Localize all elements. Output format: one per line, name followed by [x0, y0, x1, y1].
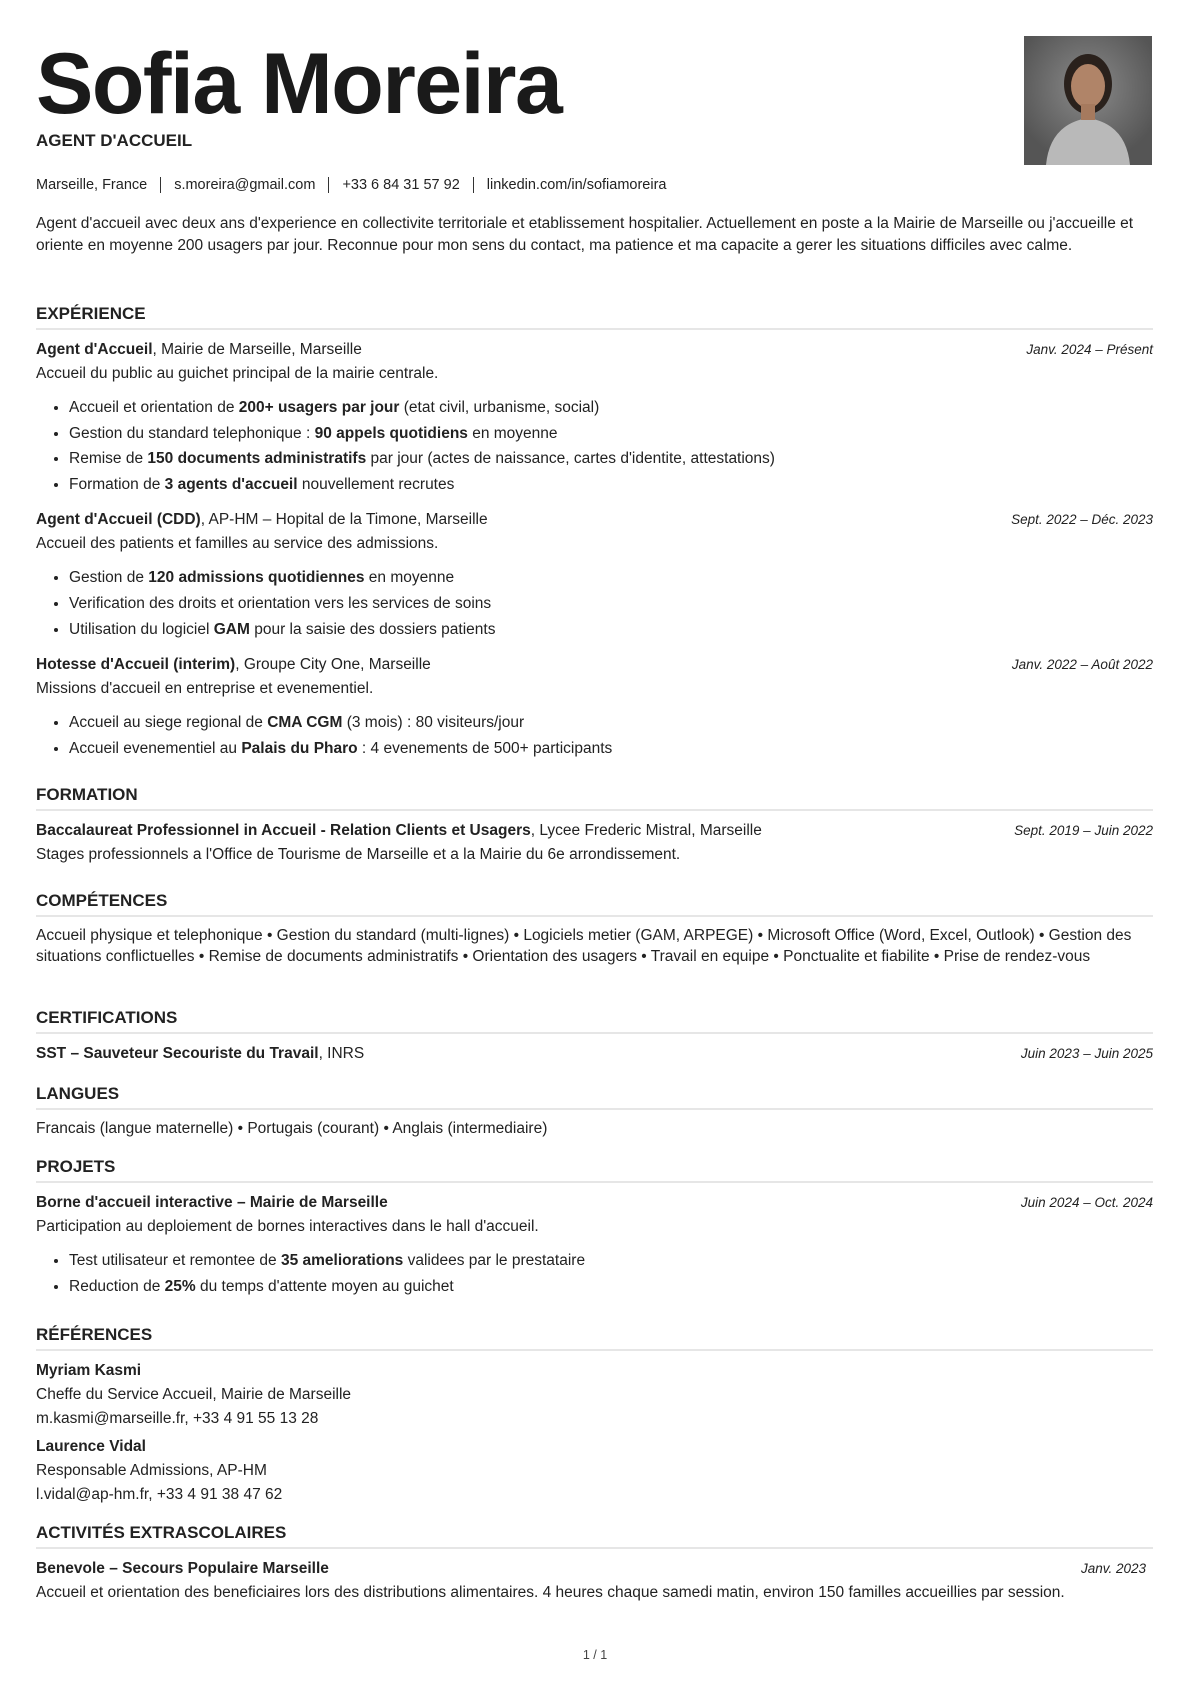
- bullet-text: : 4 evenements de 500+ participants: [357, 739, 613, 757]
- degree: Baccalaureat Professionnel in Accueil - Relation Clients et Usagers: [36, 822, 531, 839]
- highlight: 25%: [164, 1277, 196, 1295]
- separator: [328, 177, 329, 193]
- job-desc: Missions d'accueil en entreprise et evenementiel.: [36, 680, 374, 698]
- reference-contact: l.vidal@ap-hm.fr, +33 4 91 38 47 62: [36, 1486, 283, 1503]
- phone: +33 6 84 31 57 92: [342, 177, 460, 193]
- job-header: [36, 508, 1153, 532]
- separator: [160, 177, 161, 193]
- date: Janv. 2024 – Présent: [1026, 342, 1153, 357]
- section-heading: ACTIVITÉS EXTRASCOLAIRES: [36, 1522, 1153, 1549]
- reference-contact: m.kasmi@marseille.fr, +33 4 91 55 13 28: [36, 1410, 319, 1427]
- job-title: AGENT D'ACCUEIL: [36, 131, 193, 150]
- job-desc: Accueil du public au guichet principal de la mairie centrale.: [36, 365, 439, 382]
- bullet-item: [69, 446, 1153, 472]
- candidate-name: Sofia Moreira: [36, 36, 562, 132]
- school: , Lycee Frederic Mistral, Marseille: [530, 822, 762, 839]
- activity-entry: [36, 1557, 1153, 1581]
- job-entry: [36, 338, 1153, 497]
- activity-name: Benevole – Secours Populaire Marseille: [36, 1560, 329, 1577]
- job-role: Hotesse d'Accueil (interim): [36, 656, 236, 674]
- bullet-text: (etat civil, urbanisme, social): [399, 399, 600, 416]
- section-heading: COMPÉTENCES: [36, 890, 1153, 917]
- reference-role: Responsable Admissions, AP-HM: [36, 1462, 267, 1479]
- bullet-text: Verification des droits et orientation vers les services de soins: [69, 594, 492, 612]
- bullet-item: [69, 617, 1153, 643]
- job-role: Agent d'Accueil: [36, 341, 153, 358]
- highlight: 150 documents administratifs: [147, 450, 367, 468]
- reference: [36, 1435, 1153, 1507]
- reference-role: Cheffe du Service Accueil, Mairie de Marseille: [36, 1386, 352, 1403]
- date: Sept. 2022 – Déc. 2023: [1011, 512, 1153, 528]
- reference: [36, 1359, 1153, 1431]
- job-title-org: [36, 653, 431, 677]
- date: Juin 2024 – Oct. 2024: [1020, 1195, 1153, 1210]
- job-desc: Accueil des patients et familles au service des admissions.: [36, 535, 439, 553]
- certifications-section: [36, 1007, 1153, 1066]
- job-bullets: [36, 565, 1153, 642]
- highlight: GAM: [213, 620, 250, 638]
- bullet-text: du temps d'attente moyen au guichet: [195, 1277, 454, 1295]
- job-bullets: [36, 710, 1153, 761]
- page-number: 1 / 1: [582, 1648, 608, 1662]
- summary: Agent d'accueil avec deux ans d'experience en collectivite territoriale et etablissement hospitalier. Actuellement en poste a la Mairie de Marseille ou j'accueille et oriente en moyenne 200 usagers par jour. Reconnue pour mon sens du contact, ma patience et ma capacite a gerer les situations difficiles avec calme.: [36, 215, 1134, 254]
- separator: [473, 177, 474, 193]
- bullet-text: Accueil au siege regional de: [69, 714, 268, 732]
- projects-section: [36, 1156, 1153, 1299]
- section-heading: FORMATION: [36, 784, 1153, 811]
- project-entry: [36, 1191, 1153, 1215]
- bullet-text: pour la saisie des dossiers patients: [249, 620, 496, 638]
- linkedin-link[interactable]: linkedin.com/in/sofiamoreira: [486, 177, 667, 193]
- bullet-text: Accueil et orientation de: [69, 399, 239, 416]
- project-name: Borne d'accueil interactive – Mairie de Marseille: [36, 1194, 388, 1211]
- experience-section: [36, 303, 1153, 761]
- job-entry: [36, 653, 1153, 761]
- email-link[interactable]: s.moreira@gmail.com: [174, 177, 316, 193]
- bullet-item: [69, 736, 1153, 762]
- bullet-text: Test utilisateur et remontee de: [69, 1252, 281, 1269]
- highlight: 90 appels quotidiens: [314, 424, 468, 442]
- job-title-org: [36, 508, 488, 532]
- bullet-item: [69, 1248, 1153, 1274]
- certification-entry: [36, 1042, 1153, 1066]
- bullet-item: [69, 1274, 1153, 1300]
- bullet-text: Accueil evenementiel au: [69, 739, 242, 757]
- reference-name: Myriam Kasmi: [36, 1362, 142, 1379]
- bullet-text: Remise de: [69, 450, 148, 468]
- highlight: 3 agents d'accueil: [164, 475, 298, 493]
- date: Sept. 2019 – Juin 2022: [1014, 823, 1153, 838]
- bullet-text: nouvellement recrutes: [297, 475, 455, 493]
- bullet-text: en moyenne: [467, 424, 558, 442]
- job-header: [36, 653, 1153, 677]
- bullet-item: [69, 591, 1153, 617]
- bullet-item: [69, 421, 1153, 447]
- education-entry: [36, 819, 1153, 843]
- location: Marseille, France: [36, 177, 148, 193]
- bullet-text: Gestion du standard telephonique :: [69, 424, 315, 442]
- date: Juin 2023 – Juin 2025: [1020, 1046, 1153, 1061]
- section-heading: RÉFÉRENCES: [36, 1324, 1153, 1351]
- job-entry: [36, 508, 1153, 642]
- issuer: , INRS: [318, 1045, 365, 1062]
- bullet-text: Reduction de: [69, 1277, 165, 1295]
- education-desc: Stages professionnels a l'Office de Tourisme de Marseille et a la Mairie du 6e arrondissement.: [36, 846, 681, 863]
- certification-name: SST – Sauveteur Secouriste du Travail: [36, 1045, 319, 1062]
- highlight: 35 ameliorations: [280, 1252, 404, 1269]
- job-title-org: [36, 338, 362, 362]
- bullet-text: Utilisation du logiciel: [69, 620, 214, 638]
- references-section: [36, 1324, 1153, 1507]
- bullet-text: Formation de: [69, 475, 165, 493]
- formation-section: [36, 784, 1153, 867]
- project-desc: Participation au deploiement de bornes interactives dans le hall d'accueil.: [36, 1218, 539, 1235]
- job-org: , Groupe City One, Marseille: [235, 656, 431, 674]
- activity-desc: Accueil et orientation des beneficiaires lors des distributions alimentaires. 4 heures chaque samedi matin, environ 150 familles accueillies par session.: [36, 1584, 1065, 1601]
- languages-section: [36, 1083, 1153, 1141]
- highlight: 200+ usagers par jour: [238, 399, 400, 416]
- bullet-text: (3 mois) : 80 visiteurs/jour: [342, 714, 525, 732]
- contact-line: [36, 175, 1153, 195]
- date: Janv. 2023: [1080, 1561, 1146, 1576]
- bullet-item: [69, 710, 1153, 736]
- date: Janv. 2022 – Août 2022: [1011, 657, 1153, 673]
- job-header: [36, 338, 1153, 362]
- activities-section: [36, 1522, 1153, 1605]
- portrait-image: [1024, 36, 1152, 165]
- skills-section: [36, 890, 1153, 967]
- bullet-item: [69, 565, 1153, 591]
- profile-photo: [1024, 36, 1152, 165]
- job-org: , Mairie de Marseille, Marseille: [152, 341, 362, 358]
- section-heading: LANGUES: [36, 1083, 1153, 1110]
- job-bullets: [36, 395, 1153, 497]
- bullet-text: par jour (actes de naissance, cartes d'identite, attestations): [366, 450, 775, 468]
- project-bullets: [36, 1248, 1153, 1299]
- job-org: , AP-HM – Hopital de la Timone, Marseille: [200, 511, 488, 529]
- section-heading: PROJETS: [36, 1156, 1153, 1183]
- job-role: Agent d'Accueil (CDD): [36, 511, 201, 529]
- highlight: CMA CGM: [267, 714, 343, 732]
- reference-name: Laurence Vidal: [36, 1438, 146, 1455]
- bullet-item: [69, 472, 1153, 498]
- highlight: 120 admissions quotidiennes: [148, 569, 365, 587]
- highlight: Palais du Pharo: [241, 739, 358, 757]
- bullet-text: validees par le prestataire: [403, 1252, 586, 1269]
- bullet-text: Gestion de: [69, 569, 149, 587]
- skills-list: Accueil physique et telephonique • Gestion du standard (multi-lignes) • Logiciels metier (GAM, ARPEGE) • Microsoft Office (Word, Excel, Outlook) • Gestion des situations conflictuelles • Remise de documents administratifs • Orientation des usagers • Travail en equipe • Ponctualite et fiabilite • Prise de rendez-vous: [36, 927, 1132, 965]
- section-heading: CERTIFICATIONS: [36, 1007, 1153, 1034]
- bullet-item: [69, 395, 1153, 421]
- languages-list: Francais (langue maternelle) • Portugais (courant) • Anglais (intermediaire): [36, 1120, 548, 1137]
- bullet-text: en moyenne: [364, 569, 455, 587]
- section-heading: EXPÉRIENCE: [36, 303, 1153, 330]
